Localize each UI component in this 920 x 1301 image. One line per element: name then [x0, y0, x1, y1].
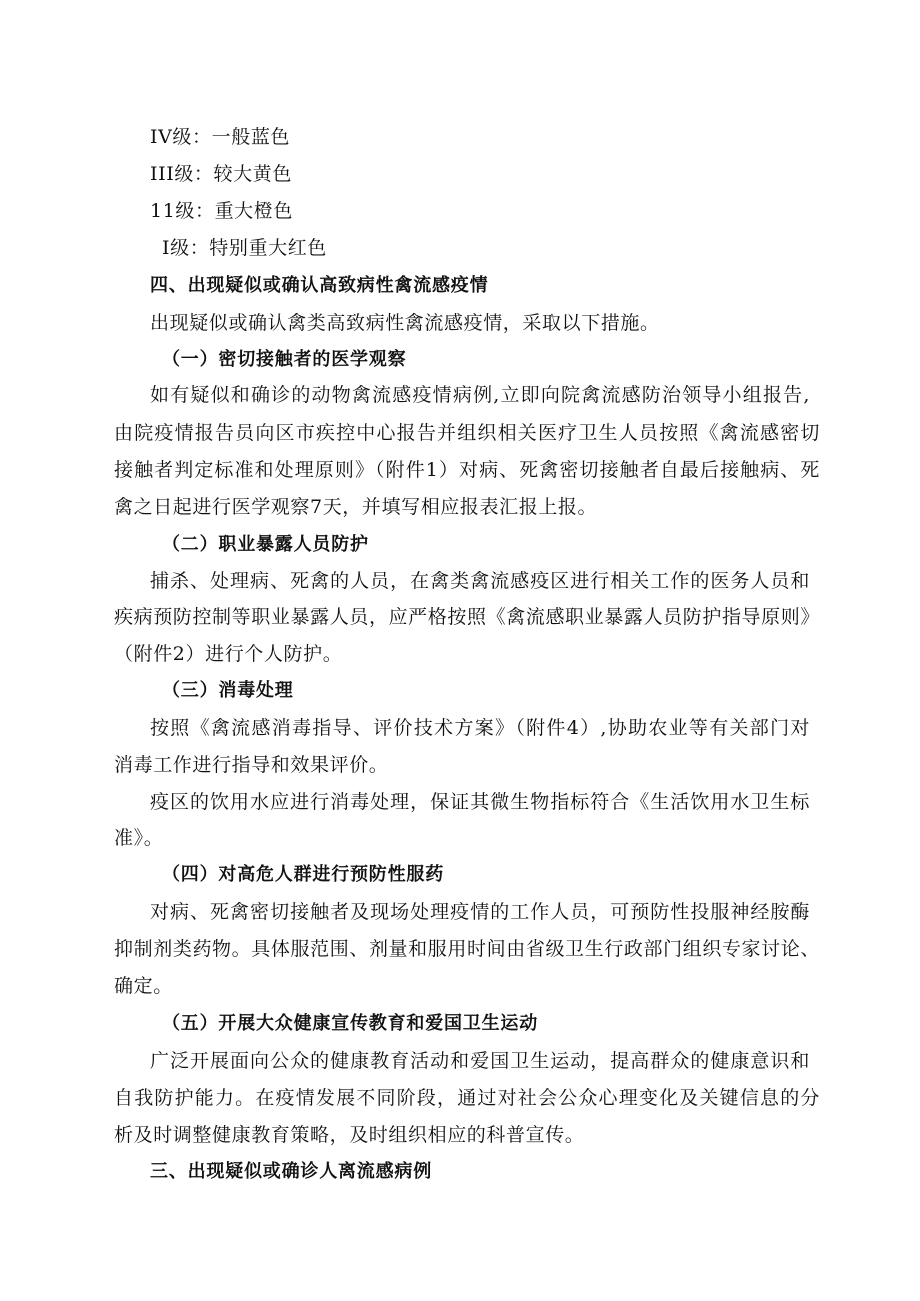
sub1-line: 如有疑似和确诊的动物禽流感疫情病例,立即向院禽流感防治领导小组报告,	[150, 384, 810, 406]
section4-intro: 出现疑似或确认禽类高致病性禽流感疫情，采取以下措施。	[150, 312, 660, 334]
sub4-heading: （四）对高危人群进行预防性服药	[162, 864, 444, 885]
sub5-line: 广泛开展面向公众的健康教育活动和爱国卫生运动，提高群众的健康意识和	[150, 1050, 810, 1072]
sub4-line: 抑制剂类药物。具体服范围、剂量和服用时间由省级卫生行政部门组织专家讨论、	[114, 938, 820, 960]
section4-heading: 四、出现疑似或确认高致病性禽流感疫情	[150, 275, 489, 296]
sub4-line: 确定。	[114, 975, 173, 997]
level-iii: III级：较大黄色	[150, 163, 292, 185]
sub2-heading: （二）职业暴露人员防护	[162, 534, 369, 555]
sub1-heading: （一）密切接触者的医学观察	[162, 349, 407, 370]
sub1-line: 由院疫情报告员向区市疾控中心报告并组织相关医疗卫生人员按照《禽流感密切	[114, 422, 820, 444]
sub5-heading: （五）开展大众健康宣传教育和爱国卫生运动	[162, 1013, 538, 1034]
sub5-line: 析及时调整健康教育策略，及时组织相应的科普宣传。	[114, 1124, 585, 1146]
sub2-line: 捕杀、处理病、死禽的人员，在禽类禽流感疫区进行相关工作的医务人员和	[150, 570, 810, 592]
sub4-line: 对病、死禽密切接触者及现场处理疫情的工作人员，可预防性投服神经胺酶	[150, 901, 810, 923]
sub1-line: 禽之日起进行医学观察7天，并填写相应报表汇报上报。	[114, 496, 598, 518]
sub5-line: 自我防护能力。在疫情发展不同阶段，通过对社会公众心理变化及关键信息的分	[114, 1087, 820, 1109]
sub3-heading: （三）消毒处理	[162, 680, 294, 701]
sub2-line: 疾病预防控制等职业暴露人员，应严格按照《禽流感职业暴露人员防护指导原则》	[114, 606, 820, 628]
sub3-line: 按照《禽流感消毒指导、评价技术方案》（附件4）,协助农业等有关部门对	[150, 717, 810, 739]
section3-heading: 三、出现疑似或确诊人离流感病例	[150, 1161, 432, 1182]
level-iv: IV级：一般蓝色	[150, 126, 291, 148]
sub2-line: （附件2）进行个人防护。	[114, 643, 343, 665]
sub3-line: 消毒工作进行指导和效果评价。	[114, 754, 389, 776]
sub3-line: 疫区的饮用水应进行消毒处理，保证其微生物指标符合《生活饮用水卫生标	[150, 791, 810, 813]
level-i: I级：特别重大红色	[162, 237, 327, 259]
level-ii: 11级：重大橙色	[150, 200, 293, 222]
sub3-line: 准》。	[114, 827, 164, 849]
sub1-line: 接触者判定标准和处理原则》（附件1）对病、死禽密切接触者自最后接触病、死	[114, 459, 820, 481]
